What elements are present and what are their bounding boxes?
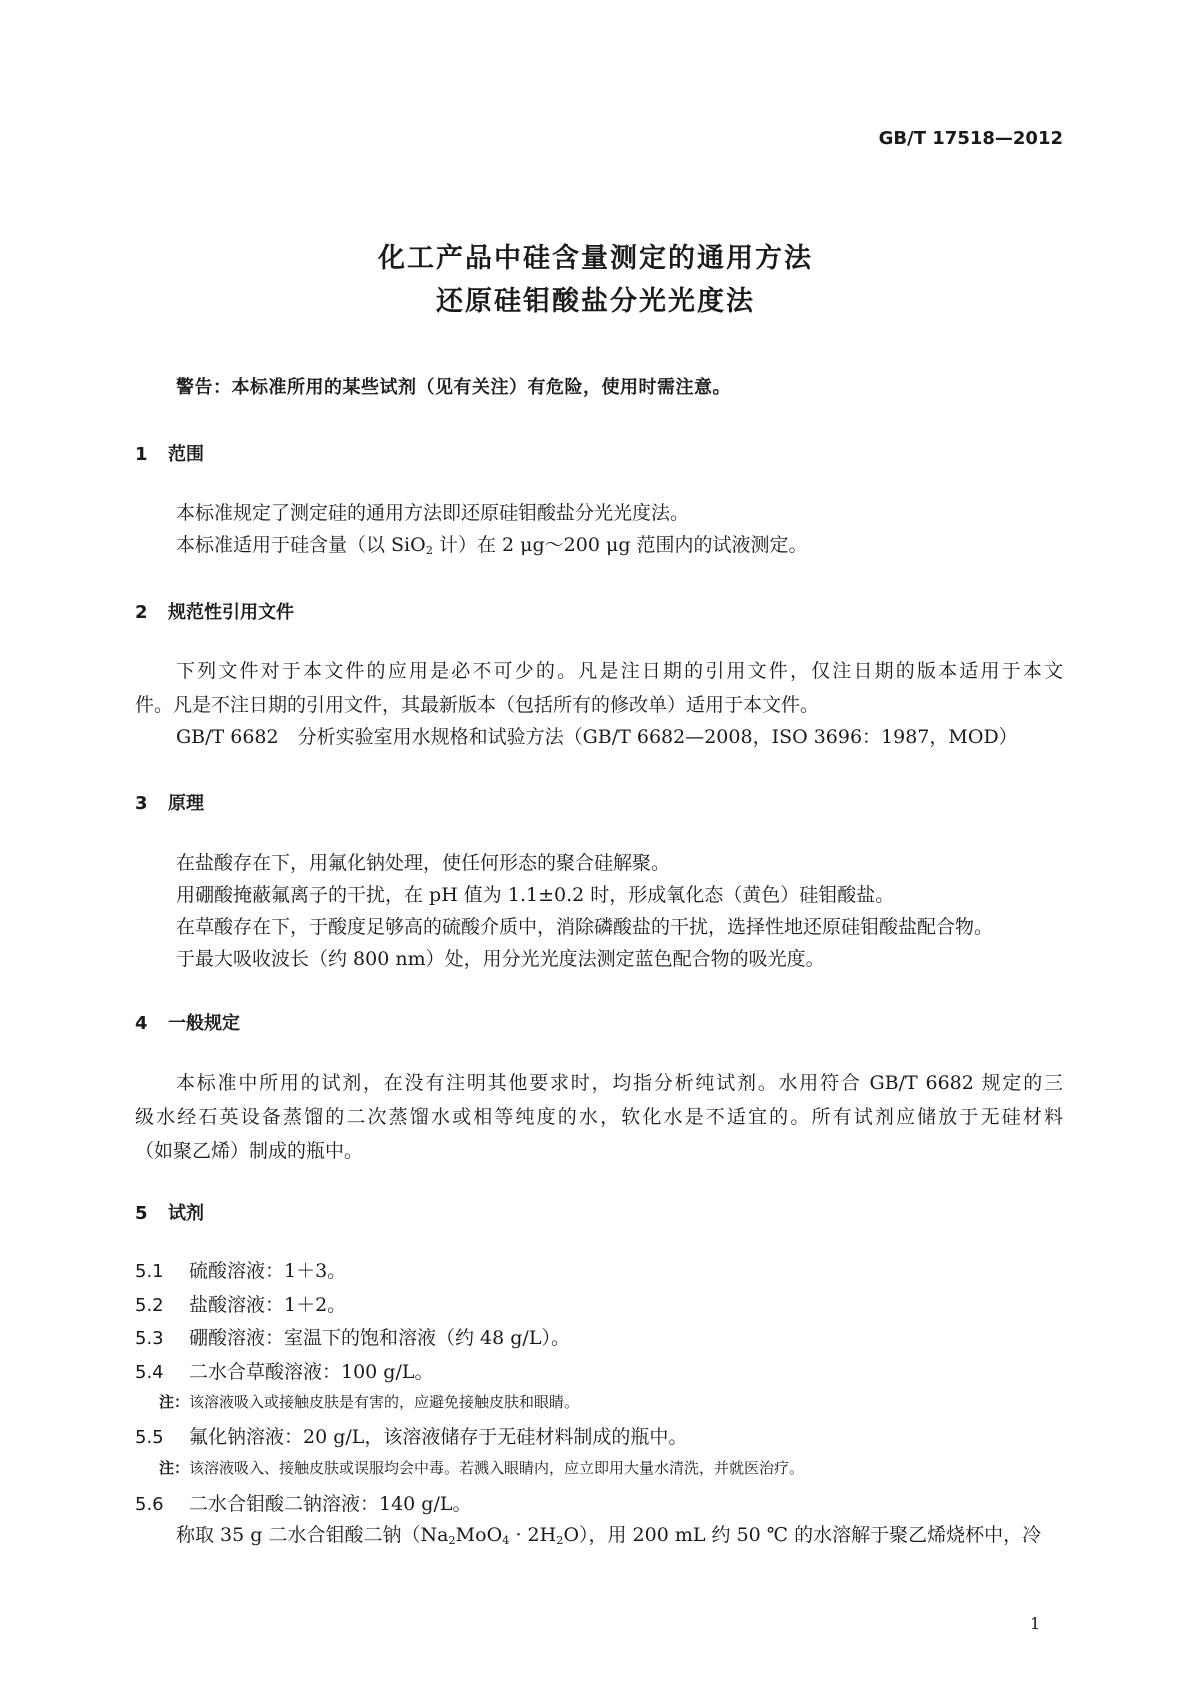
- item-text: 氟化钠溶液：20 g/L，该溶液储存于无硅材料制成的瓶中。: [189, 1426, 688, 1448]
- section-1-paragraph-1: 本标准规定了测定硅的通用方法即还原硅钼酸盐分光光度法。: [176, 502, 690, 524]
- text-run: MoO: [455, 1524, 503, 1546]
- section-title: 原理: [168, 793, 204, 814]
- item-number: 5.4: [135, 1362, 164, 1383]
- section-4-line3: （如聚乙烯）制成的瓶中。: [135, 1140, 364, 1162]
- note-label: 注：: [159, 1459, 190, 1477]
- page-number: 1: [1030, 1614, 1041, 1633]
- section-4-line1: 本标准中所用的试剂，在没有注明其他要求时，均指分析纯试剂。水用符合 GB/T 6682 规定的三: [176, 1072, 1063, 1094]
- section-title: 试剂: [168, 1203, 204, 1224]
- note-text: 该溶液吸入、接触皮肤或误服均会中毒。若溅入眼睛内，应立即用大量水清洗，并就医治疗。: [189, 1459, 805, 1477]
- reagent-item-5-5: [135, 1422, 687, 1449]
- text-run: · 2H: [509, 1524, 557, 1546]
- item-number: 5.1: [135, 1261, 164, 1282]
- item-number: 5.3: [135, 1328, 164, 1349]
- reagent-item-5-3: [135, 1323, 570, 1350]
- warning-statement: 警告：本标准所用的某些试剂（见有关注）有危险，使用时需注意。: [176, 377, 731, 398]
- note-label: 注：: [159, 1393, 190, 1411]
- reagent-item-5-4: [135, 1357, 434, 1384]
- section-3-paragraph-1: 在盐酸存在下，用氟化钠处理，使任何形态的聚合硅解聚。: [176, 852, 671, 874]
- item-number: 5.6: [135, 1494, 164, 1515]
- section-1-heading: [135, 440, 204, 466]
- text-run: 计）在 2 μg～200 μg 范围内的试液测定。: [432, 534, 808, 556]
- reagent-item-5-1: [135, 1256, 346, 1283]
- note-5-5: [159, 1457, 804, 1478]
- section-number: 4: [135, 1013, 148, 1034]
- subscript: 2: [425, 543, 433, 557]
- section-4-heading: [135, 1009, 240, 1035]
- subscript: 2: [448, 1533, 456, 1547]
- section-2-heading: [135, 598, 294, 624]
- section-4-line2: 级水经石英设备蒸馏的二次蒸馏水或相等纯度的水，软化水是不适宜的。所有试剂应储放于无硅材料: [135, 1106, 1063, 1128]
- section-number: 2: [135, 602, 148, 623]
- text-run: O），用 200 mL 约 50 ℃ 的水溶解于聚乙烯烧杯中，冷: [563, 1524, 1042, 1546]
- section-number: 3: [135, 793, 148, 814]
- normative-reference: GB/T 6682 分析实验室用水规格和试验方法（GB/T 6682—2008，ISO 3696：1987，MOD）: [176, 726, 1018, 748]
- section-title: 范围: [168, 444, 204, 465]
- section-3-paragraph-2: 用硼酸掩蔽氟离子的干扰，在 pH 值为 1.1±0.2 时，形成氧化态（黄色）硅钼酸盐。: [176, 884, 895, 906]
- note-5-4: [159, 1391, 579, 1412]
- document-title-line2: 还原硅钼酸盐分光光度法: [436, 286, 755, 317]
- note-text: 该溶液吸入或接触皮肤是有害的，应避免接触皮肤和眼睛。: [189, 1393, 580, 1411]
- standard-code: GB/T 17518—2012: [878, 128, 1063, 149]
- section-number: 5: [135, 1203, 148, 1224]
- item-text: 二水合草酸溶液：100 g/L。: [189, 1361, 434, 1383]
- section-2-paragraph-line2: 件。凡是不注日期的引用文件，其最新版本（包括所有的修改单）适用于本文件。: [135, 694, 820, 716]
- text-run: 称取 35 g 二水合钼酸二钠（Na: [176, 1524, 449, 1546]
- section-1-paragraph-2: [176, 528, 808, 567]
- reagent-item-5-2: [135, 1290, 346, 1317]
- item-number: 5.5: [135, 1427, 164, 1448]
- reagent-item-5-6: [135, 1489, 472, 1516]
- section-3-paragraph-3: 在草酸存在下，于酸度足够高的硫酸介质中，消除磷酸盐的干扰，选择性地还原硅钼酸盐配合物。: [176, 916, 994, 938]
- subscript: 4: [502, 1533, 510, 1547]
- section-number: 1: [135, 444, 148, 465]
- item-number: 5.2: [135, 1295, 164, 1316]
- section-2-paragraph-line1: 下列文件对于本文件的应用是必不可少的。凡是注日期的引用文件，仅注日期的版本适用于本文: [176, 660, 1063, 682]
- section-5-heading: [135, 1199, 204, 1225]
- document-title-line1: 化工产品中硅含量测定的通用方法: [378, 243, 813, 274]
- subscript: 2: [556, 1533, 564, 1547]
- text-run: 本标准适用于硅含量（以 SiO: [176, 534, 426, 556]
- section-title: 规范性引用文件: [168, 602, 294, 623]
- item-text: 硼酸溶液：室温下的饱和溶液（约 48 g/L）。: [189, 1327, 570, 1349]
- item-text: 二水合钼酸二钠溶液：140 g/L。: [189, 1493, 472, 1515]
- item-text: 硫酸溶液：1＋3。: [189, 1260, 347, 1282]
- reagent-5-6-preparation: [176, 1518, 1041, 1557]
- item-text: 盐酸溶液：1＋2。: [189, 1294, 347, 1316]
- section-3-paragraph-4: 于最大吸收波长（约 800 nm）处，用分光光度法测定蓝色配合物的吸光度。: [176, 948, 825, 970]
- section-title: 一般规定: [168, 1013, 240, 1034]
- section-3-heading: [135, 789, 204, 815]
